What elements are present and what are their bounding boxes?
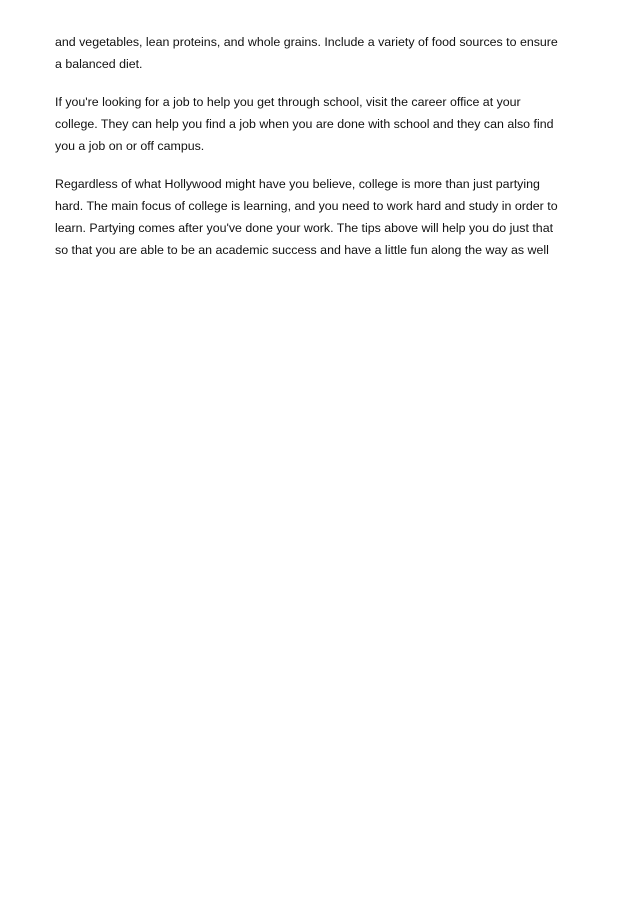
text-line: learn. Partying comes after you've done your work. The tips above will help you do just that [55, 221, 554, 235]
text-line: college. They can help you find a job when you are done with school and they can also find [55, 117, 554, 131]
text-line: so that you are able to be an academic success and have a little fun along the way as well [55, 243, 549, 257]
paragraph-diet [55, 31, 583, 75]
paragraph-career-office [55, 91, 583, 157]
text-line: you a job on or off campus. [55, 139, 205, 153]
document-body [55, 31, 583, 261]
text-line: hard. The main focus of college is learning, and you need to work hard and study in order to [55, 199, 558, 213]
paragraph-conclusion [55, 173, 583, 261]
text-line: Regardless of what Hollywood might have you believe, college is more than just partying [55, 177, 540, 191]
text-line: and vegetables, lean proteins, and whole grains. Include a variety of food sources to ensure [55, 35, 558, 49]
text-line: If you're looking for a job to help you get through school, visit the career office at your [55, 95, 521, 109]
text-line: a balanced diet. [55, 57, 143, 71]
